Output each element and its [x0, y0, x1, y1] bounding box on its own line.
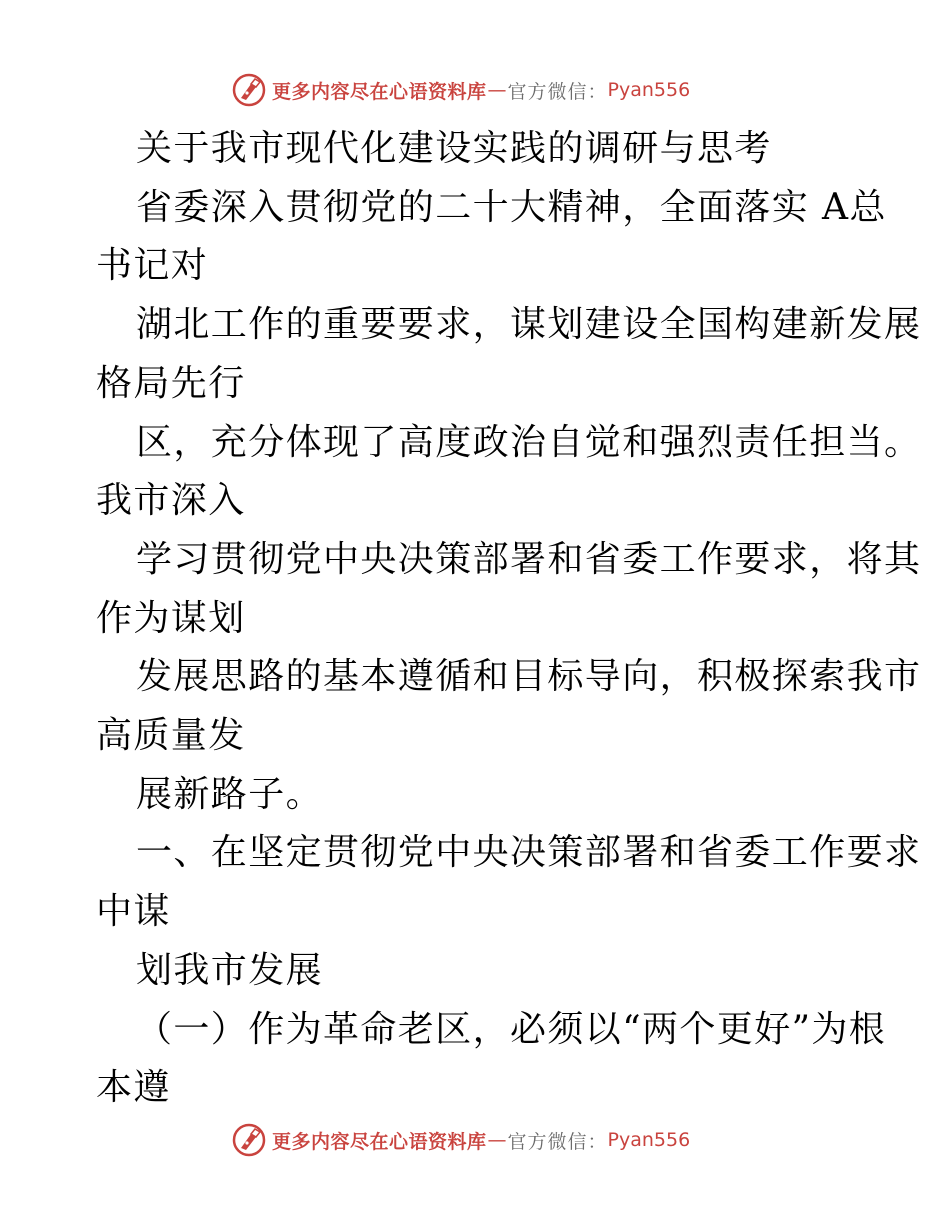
document-line: 格局先行 [96, 362, 246, 404]
document-line: 中谋 [96, 891, 171, 933]
document-line: 一、在坚定贯彻党中央决策部署和省委工作要求 [136, 832, 922, 874]
document-line: 湖北工作的重要要求，谋划建设全国构建新发展 [136, 304, 922, 346]
document-line: 作为谋划 [96, 597, 246, 639]
watermark-wechat-id: Pyan556 [607, 1129, 691, 1151]
watermark-wechat-label: 官方微信： [507, 80, 608, 103]
document-line: 发展思路的基本遵循和目标导向，积极探索我市 [136, 656, 922, 698]
document-line: 划我市发展 [136, 949, 324, 991]
pen-nib-logo-icon [232, 1123, 266, 1157]
watermark-separator: — [487, 79, 507, 101]
watermark-footer [232, 1122, 690, 1158]
document-line: 书记对 [96, 245, 209, 287]
document-line: 我市深入 [96, 480, 246, 522]
document-line: （一）作为革命老区，必须以“两个更好”为根 [136, 1008, 887, 1050]
watermark-wechat-label: 官方微信： [507, 1130, 608, 1153]
document-line: 本遵 [96, 1067, 171, 1109]
document-line: 关于我市现代化建设实践的调研与思考 [136, 128, 772, 169]
document-line: 学习贯彻党中央决策部署和省委工作要求，将其 [136, 538, 922, 580]
document-body [96, 120, 922, 1118]
watermark-brand-text: 更多内容尽在心语资料库 [272, 1130, 487, 1153]
document-line: 高质量发 [96, 715, 246, 757]
document-line: 展新路子。 [136, 773, 324, 815]
watermark-brand-text: 更多内容尽在心语资料库 [272, 80, 487, 103]
document-line: 省委深入贯彻党的二十大精神，全面落实 A总 [136, 186, 887, 228]
watermark-header [232, 72, 690, 108]
watermark-wechat-id: Pyan556 [607, 79, 691, 101]
document-line: 区，充分体现了高度政治自觉和强烈责任担当。 [136, 421, 922, 463]
watermark-separator: — [487, 1129, 507, 1151]
pen-nib-logo-icon [232, 73, 266, 107]
